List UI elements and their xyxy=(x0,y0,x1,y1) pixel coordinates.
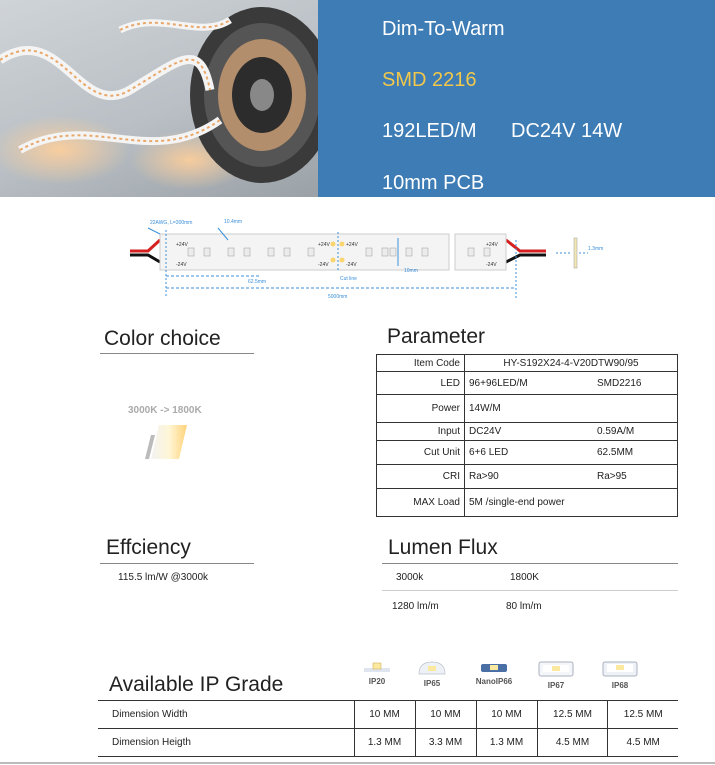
table-row xyxy=(377,355,678,372)
cut-length-label: 62.5mm xyxy=(248,279,267,285)
color-swatch-icon xyxy=(145,425,187,459)
strip-body xyxy=(160,234,449,270)
table-row xyxy=(377,423,678,441)
nanoip66-icon xyxy=(471,660,517,686)
hero-led-type: SMD 2216 xyxy=(382,69,477,91)
param-key: Power xyxy=(377,395,465,423)
hero-pcb-width: 10mm PCB xyxy=(382,172,485,194)
dimension-key: Dimension Heigth xyxy=(98,729,354,757)
pad-minus-mid: -24V xyxy=(318,262,329,268)
efficiency-value: 115.5 lm/W @3000k xyxy=(118,572,209,583)
efficiency-title: Effciency xyxy=(106,536,191,559)
dimension-cell: 10 MM xyxy=(415,701,476,729)
hero-voltage-power: DC24V 14W xyxy=(511,120,623,142)
ip67-label: IP67 xyxy=(547,681,565,690)
ip65-label: IP65 xyxy=(423,679,441,688)
param-key: LED xyxy=(377,372,465,395)
dimension-cell: 10 MM xyxy=(354,701,415,729)
ip67-icon xyxy=(533,660,579,690)
strip-dimension-diagram xyxy=(128,210,618,310)
hero-spec-panel xyxy=(318,0,715,197)
dimension-cell: 12.5 MM xyxy=(537,701,608,729)
nanoip66-label: NanoIP66 xyxy=(475,677,513,686)
wire-spec-label: 22AWG, L=300mm xyxy=(150,220,193,226)
lumen-flux-title: Lumen Flux xyxy=(388,536,498,559)
table-row xyxy=(377,489,678,517)
color-range-label: 3000K -> 1800K xyxy=(128,405,202,416)
color-choice-title: Color choice xyxy=(104,327,221,350)
input-current-value: 0.59A/M xyxy=(597,426,635,437)
led-strip-reel-image xyxy=(0,0,318,197)
dimension-cell: 3.3 MM xyxy=(415,729,476,757)
strip-side-profile xyxy=(574,238,577,268)
param-key: Cut Unit xyxy=(377,441,465,465)
input-voltage-value: DC24V xyxy=(469,426,502,437)
lumen-flux-header-1: 3000k xyxy=(396,572,424,583)
led-value: 96+96LED/M xyxy=(469,377,528,389)
param-key: CRI xyxy=(377,465,465,489)
hero-title: Dim-To-Warm xyxy=(382,18,505,40)
hero-led-density: 192LED/M xyxy=(382,120,477,142)
table-row xyxy=(98,701,678,729)
black-wire xyxy=(130,255,160,262)
parameter-table xyxy=(376,354,678,517)
item-code-value: HY-S192X24-4-V20DTW90/95 xyxy=(465,355,678,372)
led-type-value: SMD2216 xyxy=(597,377,642,389)
lumen-flux-header-2: 1800K xyxy=(510,572,539,583)
color-choice-underline xyxy=(100,353,254,354)
dimension-cell: 1.3 MM xyxy=(476,729,537,757)
pad-plus-right: +24V xyxy=(486,242,498,248)
hero-banner xyxy=(0,0,715,197)
dimension-cell: 4.5 MM xyxy=(537,729,608,757)
ip20-icon xyxy=(354,660,400,686)
ip20-label: IP20 xyxy=(368,677,386,686)
cut-unit-length-value: 62.5MM xyxy=(597,447,634,458)
dimension-cell: 1.3 MM xyxy=(354,729,415,757)
param-key: Input xyxy=(377,423,465,441)
pad-minus-right: -24V xyxy=(486,262,497,268)
max-load-value: 5M /single-end power xyxy=(465,489,678,517)
thickness-label: 1.3mm xyxy=(588,246,604,252)
ip65-icon xyxy=(409,660,455,688)
pad-plus-left: +24V xyxy=(176,242,188,248)
ip68-label: IP68 xyxy=(611,681,629,690)
dimension-key: Dimension Width xyxy=(98,701,354,729)
pad-plus-mid2: +24V xyxy=(346,242,358,248)
ip68-icon xyxy=(597,660,643,690)
strip-body-end xyxy=(455,234,506,270)
lumen-flux-value-2: 80 lm/m xyxy=(506,601,542,612)
pad-plus-mid: +24V xyxy=(318,242,330,248)
param-key: MAX Load xyxy=(377,489,465,517)
cut-unit-leds-value: 6+6 LED xyxy=(469,447,509,458)
total-length-label: 5000mm xyxy=(328,294,348,300)
bottom-divider xyxy=(0,762,715,764)
red-wire-end xyxy=(506,240,546,251)
cri-value-1: Ra>90 xyxy=(469,471,499,482)
product-photo xyxy=(0,0,318,197)
table-row xyxy=(377,372,678,395)
black-wire-end xyxy=(506,255,546,262)
dimension-cell: 12.5 MM xyxy=(608,701,678,729)
table-row xyxy=(377,395,678,423)
pad-minus-left: -24V xyxy=(176,262,187,268)
red-wire xyxy=(130,240,160,251)
power-value: 14W/M xyxy=(465,395,678,423)
width-label: 10mm xyxy=(404,268,418,274)
lumen-flux-value-1: 1280 lm/m xyxy=(392,601,439,612)
cri-value-2: Ra>95 xyxy=(597,471,627,482)
table-row xyxy=(98,729,678,757)
parameter-title: Parameter xyxy=(387,325,486,348)
table-row xyxy=(377,441,678,465)
dimension-cell: 10 MM xyxy=(476,701,537,729)
pad-minus-mid2: -24V xyxy=(346,262,357,268)
efficiency-underline xyxy=(100,563,254,564)
lumen-flux-divider xyxy=(382,590,678,591)
dimension-table xyxy=(98,700,678,757)
table-row xyxy=(377,465,678,489)
dimension-cell: 4.5 MM xyxy=(608,729,678,757)
ip-grade-title: Available IP Grade xyxy=(109,673,284,696)
cut-line-label: Cut line xyxy=(340,276,357,282)
lumen-flux-underline xyxy=(382,563,678,564)
param-key: Item Code xyxy=(377,355,465,372)
pitch-label: 10.4mm xyxy=(224,219,243,225)
